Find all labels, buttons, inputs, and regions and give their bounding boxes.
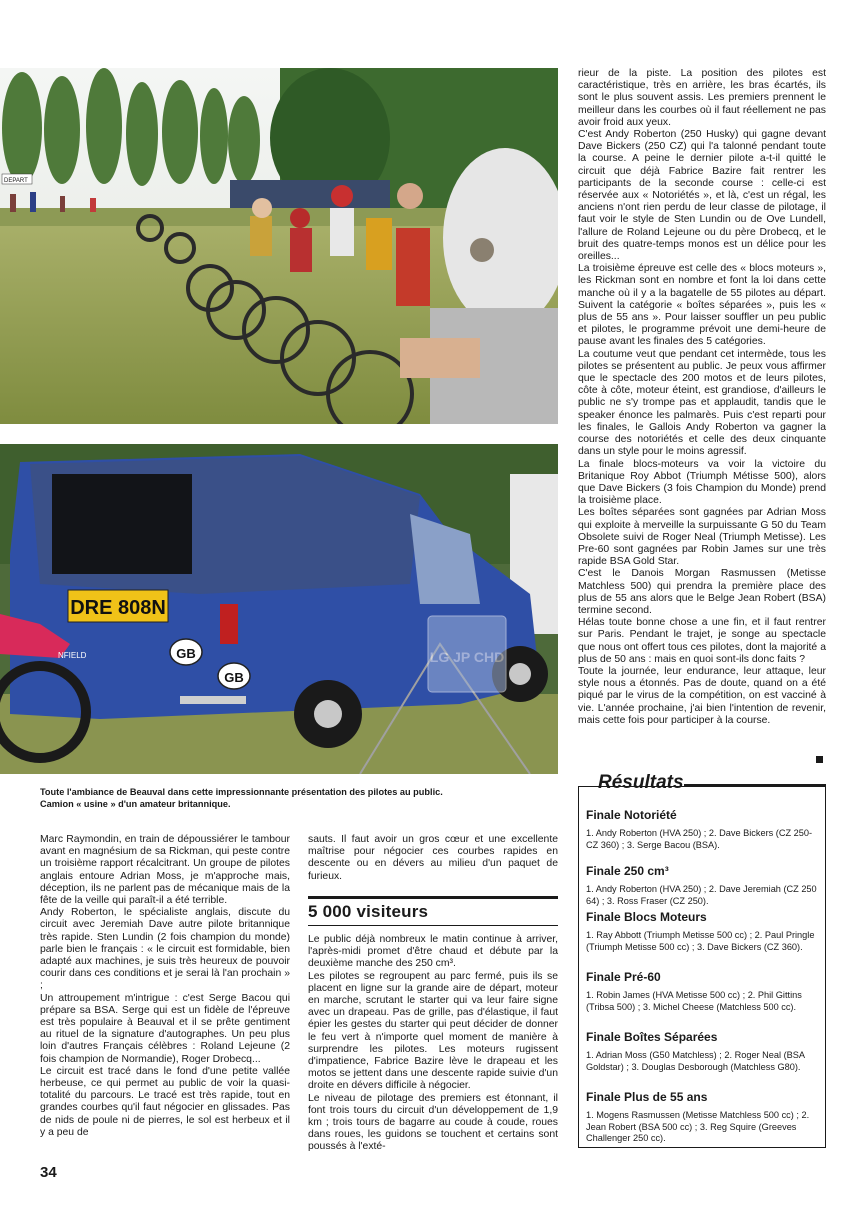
paragraph: rieur de la piste. La position des pilotes est caractéristique, très en arrière, les bras écartés, ils sont le plus souvent assis. Les premiers prennent le meilleur dans les courbes où il faut réellement ne pas avoir froid aux yeux. xyxy=(578,68,826,128)
paragraph: C'est le Danois Morgan Rasmussen (Metisse Matchless 500) qui prendra la première place des plus de 55 ans alors que le Belge Jean Robert (BSA) termine second. xyxy=(578,568,826,616)
paragraph: C'est Andy Roberton (250 Husky) qui gagne devant Dave Bickers (250 CZ) qui l'a talonné pendant toute la course. A peine le dernier pilote a-t-il quitté le circuit que déjà Fabrice Bazire fait rentrer les participants de la seconde course : celle-ci est réservée aux « Notoriétés », et là, c'est un régal, les anciens n'ont rien perdu de leur classe de pilotage, il faut voir le style de Sten Lundin ou de Ove Lundell, l'allure de Roland Lejeune ou du père Drobecq, et le bruit des quatre-temps monos est un délice pour les oreilles... xyxy=(578,129,826,263)
caption-line-1: Toute l'ambiance de Beauval dans cette impressionnante présentation des pilotes au public. xyxy=(40,787,443,797)
results-title-rule xyxy=(684,784,826,786)
paragraph: Toute la journée, leur endurance, leur attaque, leur style nous a étonnés. Pas de doute, quand on a été piqué par le virus de la compétition, on est vacciné à vie. L'année prochaine, j'ai bien l'intention de revenir, mais cette fois pour participer à la course. xyxy=(578,665,826,726)
paragraph: Un attroupement m'intrigue : c'est Serge Bacou qui prépare sa BSA. Serge qui est un fidèle de l'épreuve est très populaire à Beauval et il se prête gentiment au rituel de la signature d'autographes. Un peu plus loin d'autres Français célèbres : Roland Lejeune (2 fois champion de Normandie), Roger Drobecq... xyxy=(40,992,290,1065)
caption-line-2: Camion « usine » d'un amateur britannique. xyxy=(40,799,231,809)
result-body: 1. Robin James (HVA Metisse 500 cc) ; 2. Phil Gittins (Tribsa 500) ; 3. Michel Cheese (Matchless 500 cc). xyxy=(586,990,802,1012)
paragraph: sauts. Il faut avoir un gros cœur et une excellente maîtrise pour négocier ces courbes rapides en descente ou en dévers au milieu d'un paquet de furieux. xyxy=(308,834,558,882)
section-heading-visiteurs: 5 000 visiteurs xyxy=(308,896,558,926)
result-item xyxy=(586,1030,822,1073)
results-box xyxy=(578,772,828,1148)
result-heading: Finale Blocs Moteurs xyxy=(586,910,707,924)
result-body: 1. Andy Roberton (HVA 250) ; 2. Dave Jeremiah (CZ 250 64) ; 3. Ross Fraser (CZ 250). xyxy=(586,884,817,906)
paragraph: Le circuit est tracé dans le fond d'une petite vallée herbeuse, ce qui permet au public de voir la quasi-totalité du parcours. Le tracé est très rapide, tout en grandes courbes qu'il faut négocier en glissades. Pas de nids de poule ni de pierres, le sol est herbeux et il y a peu de xyxy=(40,1065,290,1138)
fender-text: NFIELD xyxy=(58,651,87,660)
paragraph: Andy Roberton, le spécialiste anglais, discute du circuit avec Jeremiah Dave autre pilote britannique très rapide. Sten Lundin (2 fois champion du monde) parle bien le français : « le circuit est formidable, bien adapté aux machines, je suis très heureux de pouvoir courir dans ces conditions et je serai là l'an prochain » ; xyxy=(40,907,290,992)
result-heading: Finale Notoriété xyxy=(586,808,677,822)
result-body: 1. Ray Abbott (Triumph Metisse 500 cc) ; 2. Paul Pringle (Triumph Metisse 500 cc) ; 3. Dave Bickers (CZ 360). xyxy=(586,930,815,952)
paragraph: La coutume veut que pendant cet intermède, tous les pilotes se présentent au public. Je peux vous affirmer que le spectacle des 200 motos et de leurs pilotes, côte à côte, moteur éteint, est grandiose, d'ailleurs le public ne s'y trompe pas et applaudit, tandis que le speaker énonce les palmarès. Puis c'est reparti pour les finales, le Gallois Andy Roberton va gagner la course des notoriétés et celle des deux cinquante dans un style pour le moins agressif. xyxy=(578,348,826,458)
paragraph: La troisième épreuve est celle des « blocs moteurs », les Rickman sont en nombre et font la loi dans cette manche où il y a la bagatelle de 55 pilotes au départ. Suivent la catégorie « boîtes séparées », puis les « plus de 55 ans ». Pour laisser souffler un peu public et pilotes, le programme prévoit une demi-heure de pause avant les finales des 5 catégories. xyxy=(578,263,826,348)
photo-caption xyxy=(40,786,560,810)
results-title: Résultats xyxy=(598,772,684,793)
photo-british-truck xyxy=(0,444,558,774)
page-number: 34 xyxy=(40,1164,57,1181)
article-column-2-intro xyxy=(308,834,558,883)
photo-riders-lineup xyxy=(0,68,558,424)
paragraph: Le niveau de pilotage des premiers est étonnant, il font trois tours du circuit d'un développement de 1,9 km ; trois tours de bagarre au coude à coude, roues dans roues, les guidons se touchent et certains sont poussés à l'exté- xyxy=(308,1092,558,1153)
result-item xyxy=(586,910,822,953)
article-column-2 xyxy=(308,934,558,1154)
watermark-text: LG JP CHD xyxy=(429,649,505,665)
result-heading: Finale Plus de 55 ans xyxy=(586,1090,708,1104)
paragraph: Les boîtes séparées sont gagnées par Adrian Moss qui exploite à merveille la surpuissante G 50 du Team Obsolete suivi de Roger Neal (Triumph Metisse). Les Pre-60 sont gagnées par Robin James sur une très rapide BSA Gold Star. xyxy=(578,507,826,568)
result-heading: Finale Boîtes Séparées xyxy=(586,1030,718,1044)
result-item xyxy=(586,864,822,907)
article-right-column xyxy=(578,68,826,727)
result-body: 1. Adrian Moss (G50 Matchless) ; 2. Roger Neal (BSA Goldstar) ; 3. Douglas Desborough (Matchless G80). xyxy=(586,1050,805,1072)
gb-badge-1-text: GB xyxy=(176,646,196,661)
result-heading: Finale Pré-60 xyxy=(586,970,661,984)
paragraph: Marc Raymondin, en train de dépoussiérer le tambour avant en magnésium de sa Rickman, qui peste contre un troisième rapport récalcitrant. Un groupe de pilotes anglais entoure Adrian Moss, je m'approche mais, déception, ils ne parlent pas de mécanique mais de la fête de la veille qui paraît-il a été terrible. xyxy=(40,834,290,907)
result-body: 1. Andy Roberton (HVA 250) ; 2. Dave Bickers (CZ 250-CZ 360) ; 3. Serge Bacou (BSA). xyxy=(586,828,813,850)
gb-badge-2-text: GB xyxy=(224,670,244,685)
paragraph: Le public déjà nombreux le matin continue à arriver, l'après-midi promet d'être chaud et débute par la deuxième manche des 250 cm³. xyxy=(308,934,558,970)
result-item xyxy=(586,970,822,1013)
number-plate-text: DRE 808N xyxy=(70,597,166,619)
paragraph: La finale blocs-moteurs va voir la victoire du Britanique Roy Abbot (Triumph Métisse 500), alors que Dave Bickers (3 fois Champion du Monde) prend la troisième place. xyxy=(578,458,826,507)
result-item xyxy=(586,808,822,851)
result-item xyxy=(586,1090,822,1145)
paragraph: Hélas toute bonne chose a une fin, et il faut rentrer sur Paris. Pendant le trajet, je songe au spectacle que nous ont offert tous ces pilotes, dont la majorité a plus de 50 ans : mais en quoi sont-ils donc faits ? xyxy=(578,617,826,665)
article-column-1 xyxy=(40,834,290,1139)
end-mark xyxy=(816,756,823,763)
result-body: 1. Mogens Rasmussen (Metisse Matchless 500 cc) ; 2. Jean Robert (BSA 500 cc) ; 3. Reg Squire (Greeves Challenger 250 cc). xyxy=(586,1110,810,1143)
paragraph: Les pilotes se regroupent au parc fermé, puis ils se placent en ligne sur la grande aire de départ, moteur en marche, scrutant le starter qui va leur faire signe avec un drapeau. Pas de grille, pas d'élastique, il faut épier les gestes du starter qui peut décider de donner le feu vert à n'importe quel moment de manière à surprendre les pilotes. Les moteurs rugissent d'impatience, Fabrice Bazire lève le drapeau et les motos se jettent dans une descente rapide suivie d'un droite en dévers difficile à négocier. xyxy=(308,970,558,1092)
depart-sign-text: DEPART xyxy=(4,178,28,184)
result-heading: Finale 250 cm³ xyxy=(586,864,669,878)
